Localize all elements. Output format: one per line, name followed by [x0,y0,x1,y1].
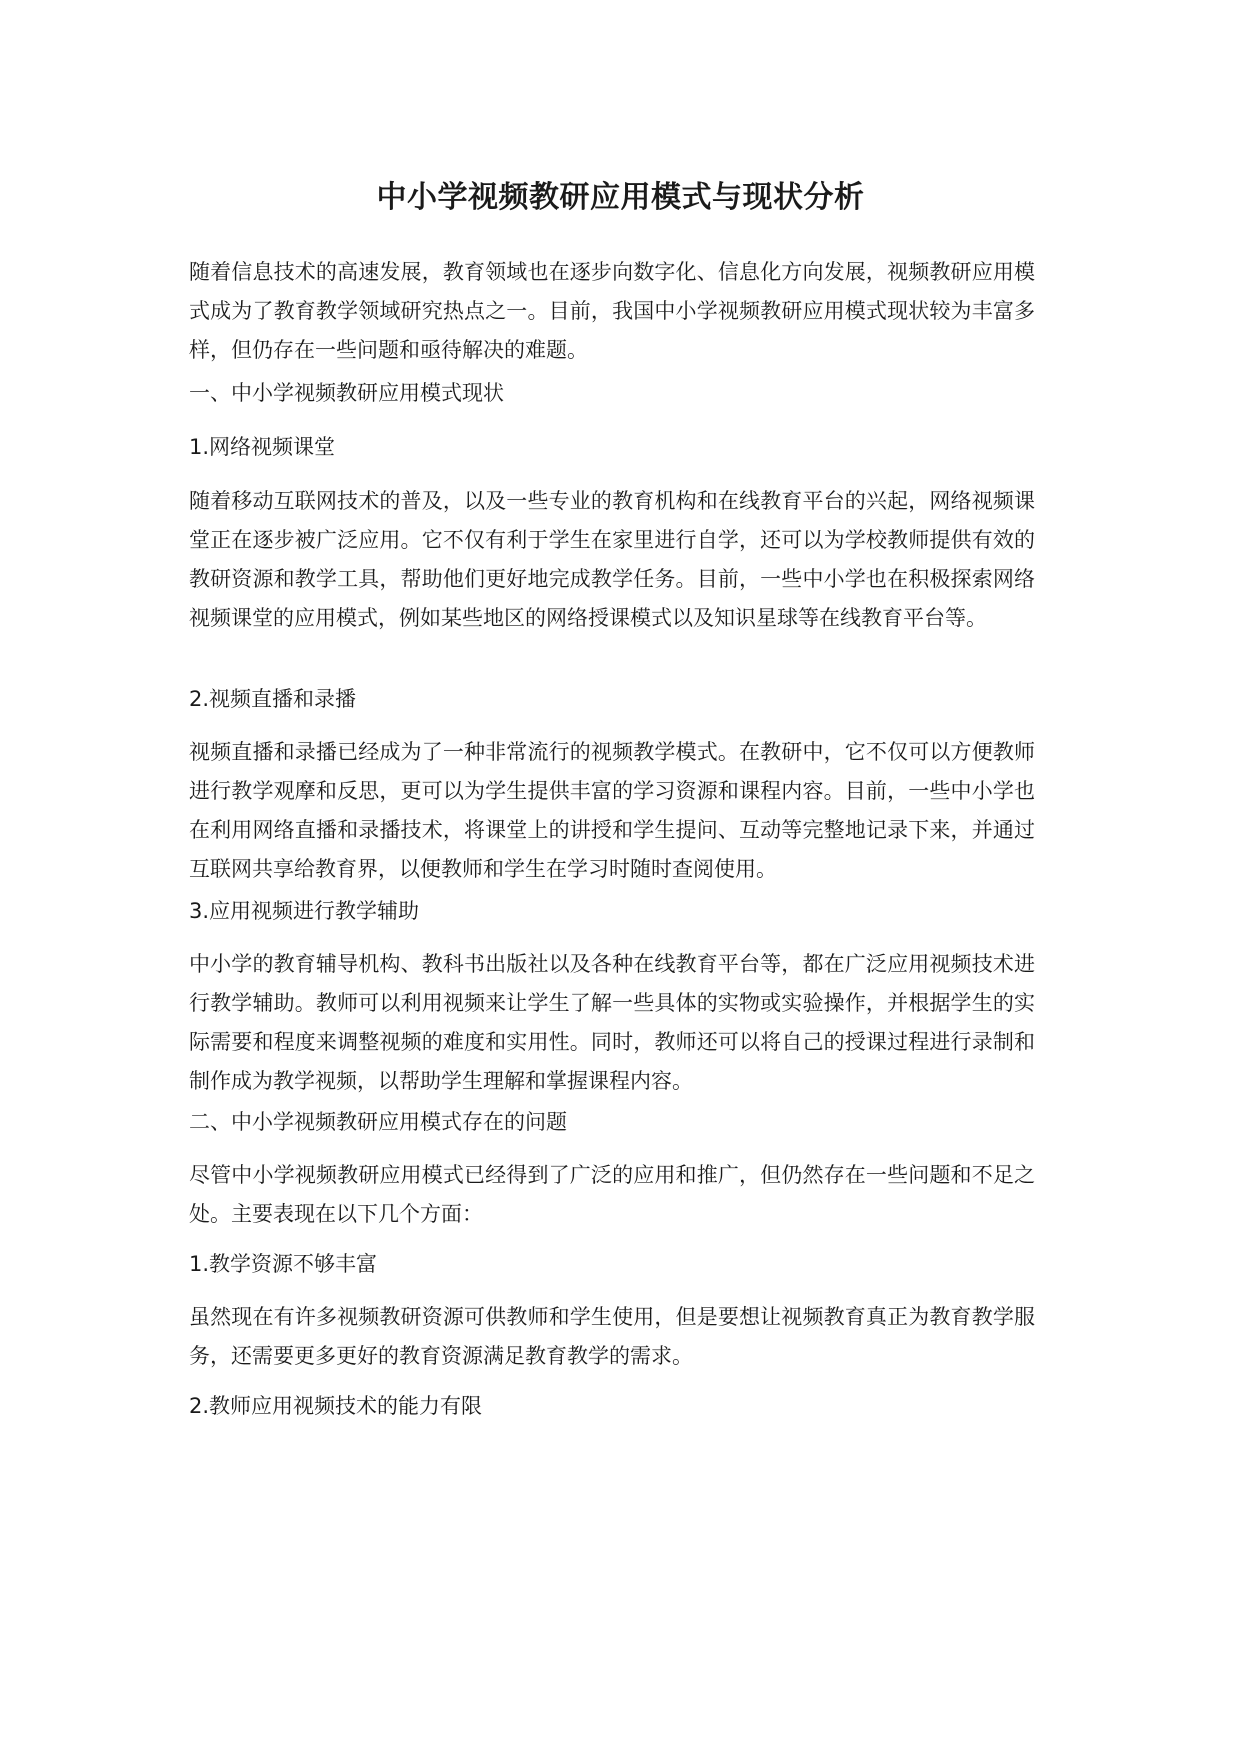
subsection-1-paragraph: 随着移动互联网技术的普及，以及一些专业的教育机构和在线教育平台的兴起，网络视频课堂正在逐步被广泛应用。它不仅有利于学生在家里进行自学，还可以为学校教师提供有效的教研资源和教学工具，帮助他们更好地完成教学任务。目前，一些中小学也在积极探索网络视频课堂的应用模式，例如某些地区的网络授课模式以及知识星球等在线教育平台等。 [189,489,1035,630]
problem-2-heading: 2.教师应用视频技术的能力有限 [189,1394,483,1418]
subsection-2-paragraph: 视频直播和录播已经成为了一种非常流行的视频教学模式。在教研中，它不仅可以方便教师进行教学观摩和反思，更可以为学生提供丰富的学习资源和课程内容。目前，一些中小学也在利用网络直播和录播技术，将课堂上的讲授和学生提问、互动等完整地记录下来，并通过互联网共享给教育界，以便教师和学生在学习时随时查阅使用。 [189,740,1035,881]
document-title: 中小学视频教研应用模式与现状分析 [376,180,865,215]
section-2-paragraph: 尽管中小学视频教研应用模式已经得到了广泛的应用和推广，但仍然存在一些问题和不足之处。主要表现在以下几个方面： [189,1163,1035,1226]
intro-paragraph: 随着信息技术的高速发展，教育领域也在逐步向数字化、信息化方向发展，视频教研应用模式成为了教育教学领域研究热点之一。目前，我国中小学视频教研应用模式现状较为丰富多样，但仍存在一些问题和亟待解决的难题。 [189,260,1035,362]
subsection-3-heading: 3.应用视频进行教学辅助 [189,899,420,923]
problem-1-paragraph: 虽然现在有许多视频教研资源可供教师和学生使用，但是要想让视频教育真正为教育教学服务，还需要更多更好的教育资源满足教育教学的需求。 [189,1305,1035,1368]
subsection-2-heading: 2.视频直播和录播 [189,687,357,711]
problem-1-heading: 1.教学资源不够丰富 [189,1252,378,1276]
section-1-heading: 一、中小学视频教研应用模式现状 [189,381,504,405]
subsection-1-heading: 1.网络视频课堂 [189,435,336,459]
section-2-heading: 二、中小学视频教研应用模式存在的问题 [189,1110,567,1134]
subsection-3-paragraph: 中小学的教育辅导机构、教科书出版社以及各种在线教育平台等，都在广泛应用视频技术进行教学辅助。教师可以利用视频来让学生了解一些具体的实物或实验操作，并根据学生的实际需要和程度来调整视频的难度和实用性。同时，教师还可以将自己的授课过程进行录制和制作成为教学视频，以帮助学生理解和掌握课程内容。 [189,952,1035,1093]
